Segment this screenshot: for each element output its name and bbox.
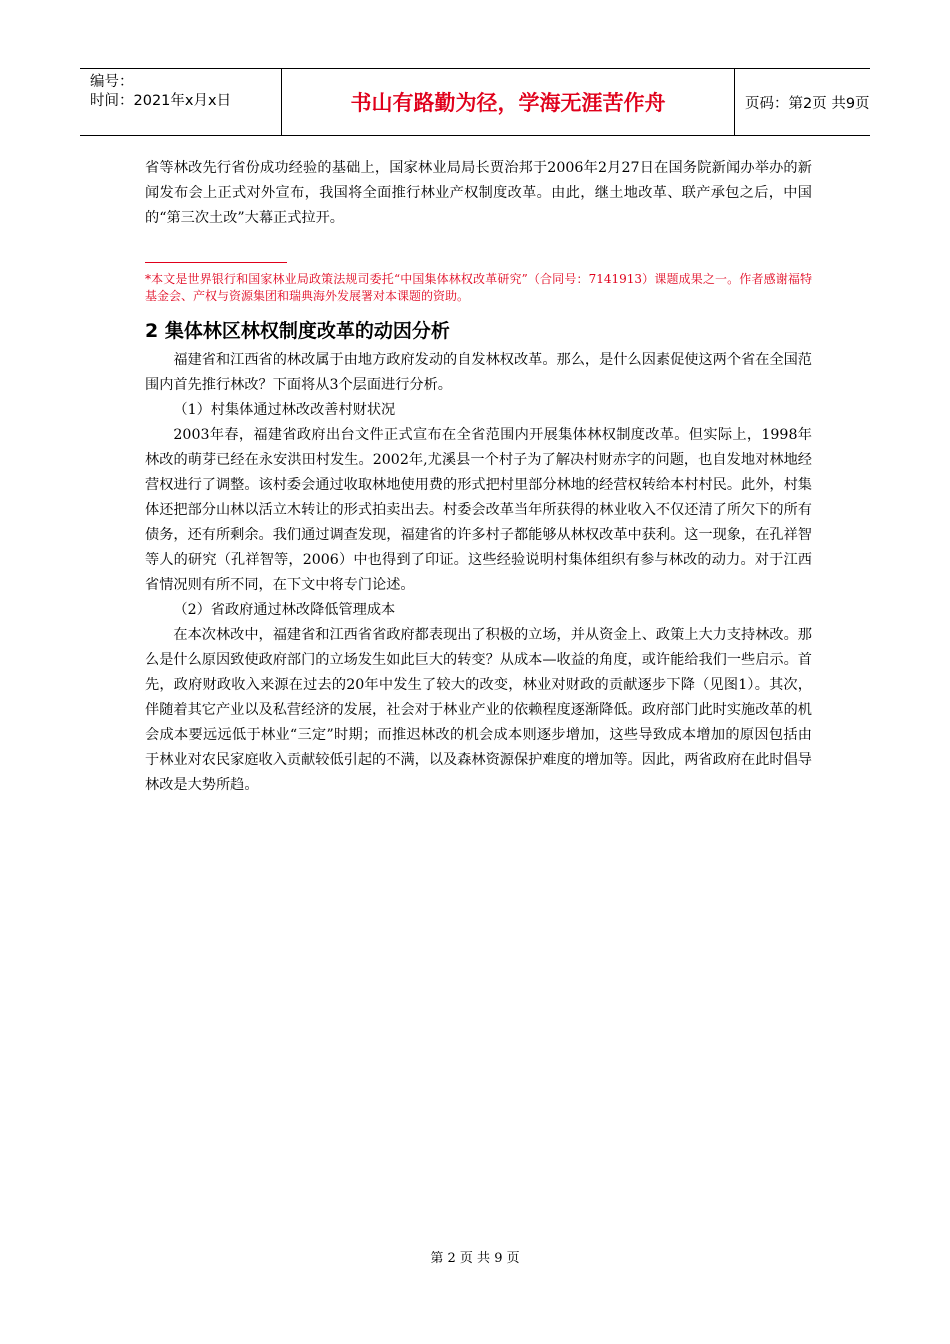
section-body — [145, 348, 812, 798]
footnote: *本文是世界银行和国家林业局政策法规司委托“中国集体林权改革研究”（合同号：7141913）课题成果之一。作者感谢福特基金会、产权与资源集团和瑞典海外发展署对本课题的资助。 — [145, 272, 812, 303]
page-header — [80, 68, 870, 136]
section-paragraph-3: 在本次林改中，福建省和江西省省政府都表现出了积极的立场，并从资金上、政策上大力支持林改。那么是什么原因致使政府部门的立场发生如此巨大的转变？从成本—收益的角度，或许能给我们一些启示。首先，政府财政收入来源在过去的20年中发生了较大的改变，林业对财政的贡献逐步下降（见图1）。其次，伴随着其它产业以及私营经济的发展，社会对于林业产业的依赖程度逐渐降低。政府部门此时实施改革的机会成本要远远低于林业“三定”时期；而推迟林改的机会成本则逐步增加，这些导致成本增加的原因包括由于林业对农民家庭收入贡献较低引起的不满，以及森林资源保护难度的增加等。因此，两省政府在此时倡导林改是大势所趋。 — [145, 627, 812, 793]
header-page-number: 页码：第2页 共9页 — [745, 95, 870, 112]
header-meta — [80, 69, 282, 135]
page-footer: 第 2 页 共 9 页 — [430, 1251, 520, 1266]
intro-block — [145, 156, 812, 231]
document-date-label: 时间：2021年x月x日 — [90, 93, 232, 109]
intro-paragraph: 省等林改先行省份成功经验的基础上，国家林业局局长贾治邦于2006年2月27日在国务院新闻办举办的新闻发布会上正式对外宣布，我国将全面推行林业产权制度改革。由此，继土地改革、联产承包之后，中国的“第三次土改”大幕正式拉开。 — [145, 160, 812, 226]
section-heading: 2 集体林区林权制度改革的动因分析 — [145, 320, 450, 342]
subheading-1: （1）村集体通过林改改善村财状况 — [173, 402, 396, 418]
section-paragraph-1: 福建省和江西省的林改属于由地方政府发动的自发林权改革。那么，是什么因素促使这两个省在全国范围内首先推行林改？下面将从3个层面进行分析。 — [145, 352, 812, 393]
subheading-2: （2）省政府通过林改降低管理成本 — [173, 602, 396, 618]
header-motto: 书山有路勤为径，学海无涯苦作舟 — [282, 69, 735, 135]
section-paragraph-2: 2003年春，福建省政府出台文件正式宣布在全省范围内开展集体林权制度改革。但实际上，1998年林改的萌芽已经在永安洪田村发生。2002年,尤溪县一个村子为了解决村财赤字的问题，也自发地对林地经营权进行了调整。该村委会通过收取林地使用费的形式把村里部分林地的经营权转给本村村民。此外，村集体还把部分山林以活立木转让的形式拍卖出去。村委会改革当年所获得的林业收入不仅还清了所欠下的所有债务，还有所剩余。我们通过调查发现，福建省的许多村子都能够从林权改革中获利。这一现象，在孔祥智等人的研究（孔祥智等，2006）中也得到了印证。这些经验说明村集体组织有参与林改的动力。对于江西省情况则有所不同，在下文中将专门论述。 — [145, 427, 812, 593]
document-number-label: 编号： — [90, 74, 134, 90]
footnote-divider — [145, 262, 287, 263]
